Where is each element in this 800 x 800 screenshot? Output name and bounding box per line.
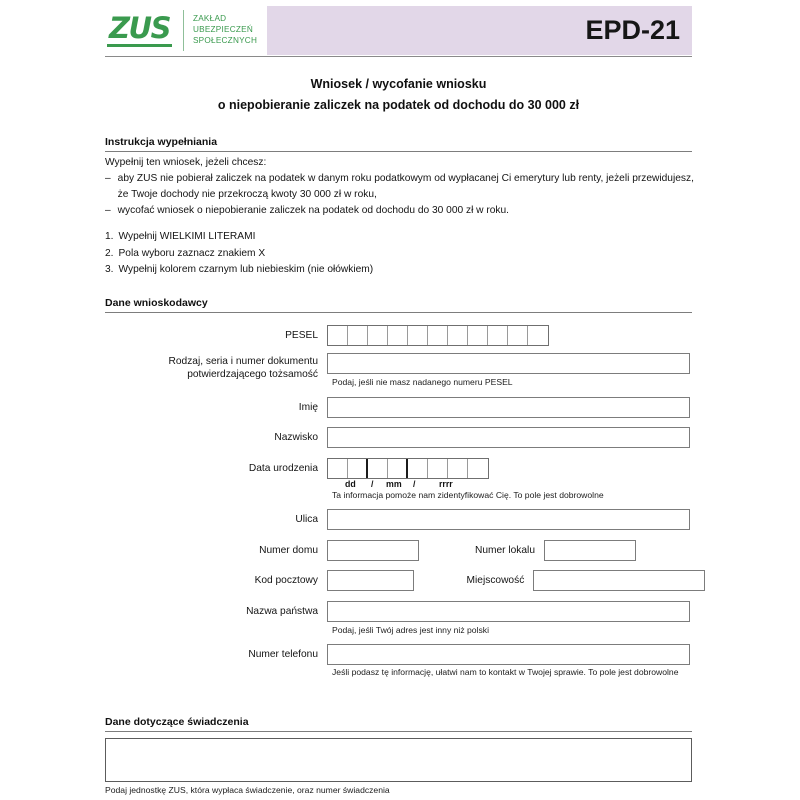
list-item-number: 1. bbox=[105, 231, 114, 243]
field-row-phone bbox=[105, 644, 705, 666]
country-label: Nazwa państwa bbox=[246, 606, 318, 617]
pesel-cell[interactable] bbox=[368, 326, 388, 345]
birth-date-cell-yyyy[interactable] bbox=[428, 459, 448, 478]
id-document-input[interactable] bbox=[327, 353, 690, 374]
pesel-cell[interactable] bbox=[468, 326, 488, 345]
zus-logo-line-3: SPOŁECZNYCH bbox=[192, 35, 258, 45]
list-item bbox=[105, 246, 705, 262]
pesel-cell[interactable] bbox=[448, 326, 468, 345]
city-label: Miejscowość bbox=[466, 575, 525, 586]
pesel-label: PESEL bbox=[285, 330, 318, 341]
last-name-input[interactable] bbox=[327, 427, 690, 448]
list-item bbox=[105, 229, 705, 245]
first-name-input[interactable] bbox=[327, 397, 690, 418]
birth-date-label: Data urodzenia bbox=[248, 463, 318, 474]
birth-date-legend-slash-1: / bbox=[371, 479, 374, 489]
last-name-label: Nazwisko bbox=[274, 432, 318, 443]
zus-logo-line-1: ZAKŁAD bbox=[192, 14, 227, 24]
birth-date-legend-dd: dd bbox=[345, 479, 356, 489]
pesel-cell[interactable] bbox=[428, 326, 448, 345]
pesel-cell[interactable] bbox=[488, 326, 508, 345]
birth-date-hint: Ta informacja pomoże nam zidentyfikować Cię. To pole jest dobrowolne bbox=[332, 490, 604, 500]
birth-date-cell-yyyy[interactable] bbox=[408, 459, 428, 478]
pesel-cell[interactable] bbox=[328, 326, 348, 345]
field-row-street bbox=[105, 509, 705, 531]
field-row-pesel bbox=[105, 325, 705, 347]
instruction-bullet bbox=[105, 171, 705, 203]
zus-logo-mark: ZUS bbox=[109, 11, 170, 45]
birth-date-cell-mm[interactable] bbox=[388, 459, 408, 478]
house-number-label: Numer domu bbox=[259, 545, 318, 556]
zus-logo bbox=[105, 6, 267, 55]
pesel-cell[interactable] bbox=[348, 326, 368, 345]
postcode-input[interactable] bbox=[327, 570, 414, 591]
page-title-line-1: Wniosek / wycofanie wniosku bbox=[310, 77, 487, 91]
form-code-band bbox=[267, 6, 692, 55]
benefit-details-input[interactable] bbox=[105, 738, 692, 782]
field-row-first-name bbox=[105, 397, 705, 419]
flat-number-label: Numer lokalu bbox=[474, 545, 535, 556]
birth-date-legend-slash-2: / bbox=[413, 479, 416, 489]
phone-label: Numer telefonu bbox=[248, 649, 318, 660]
list-item-text: Wypełnij kolorem czarnym lub niebieskim (nie ołówkiem) bbox=[118, 263, 374, 275]
flat-number-input[interactable] bbox=[544, 540, 636, 561]
instructions-numbered-list bbox=[105, 229, 705, 277]
list-item-number: 2. bbox=[105, 247, 114, 259]
birth-date-legend-rrrr: rrrr bbox=[439, 479, 453, 489]
instructions-body bbox=[105, 155, 705, 278]
section-heading-instructions: Instrukcja wypełniania bbox=[105, 136, 692, 152]
benefit-hint: Podaj jednostkę ZUS, która wypłaca świadczenie, oraz numer świadczenia bbox=[105, 785, 390, 795]
city-input[interactable] bbox=[533, 570, 705, 591]
street-input[interactable] bbox=[327, 509, 690, 530]
postcode-label: Kod pocztowy bbox=[254, 575, 318, 586]
form-code: EPD-21 bbox=[585, 15, 680, 45]
phone-input[interactable] bbox=[327, 644, 690, 665]
phone-hint: Jeśli podasz tę informację, ułatwi nam to kontakt w Twojej sprawie. To pole jest dobrowolne bbox=[332, 667, 679, 677]
birth-date-legend bbox=[332, 479, 532, 490]
list-item bbox=[105, 262, 705, 278]
list-item-text: Pola wyboru zaznacz znakiem X bbox=[118, 247, 266, 259]
pesel-cell[interactable] bbox=[408, 326, 428, 345]
pesel-cell[interactable] bbox=[388, 326, 408, 345]
birth-date-cell-dd[interactable] bbox=[328, 459, 348, 478]
pesel-input[interactable] bbox=[327, 325, 549, 346]
field-row-last-name bbox=[105, 427, 705, 449]
header-divider bbox=[105, 56, 692, 57]
field-row-house-flat bbox=[105, 540, 705, 562]
birth-date-cell-yyyy[interactable] bbox=[468, 459, 488, 478]
birth-date-input[interactable] bbox=[327, 458, 489, 479]
field-row-birth-date bbox=[105, 458, 705, 480]
list-item-number: 3. bbox=[105, 263, 114, 275]
page-title-line-2: o niepobieranie zaliczek na podatek od dochodu do 30 000 zł bbox=[217, 98, 580, 112]
instruction-bullet bbox=[105, 203, 705, 219]
birth-date-cell-mm[interactable] bbox=[368, 459, 388, 478]
first-name-label: Imię bbox=[298, 402, 318, 413]
section-heading-benefit: Dane dotyczące świadczenia bbox=[105, 716, 692, 732]
zus-logo-line-2: UBEZPIECZEŃ bbox=[192, 25, 254, 35]
page-title bbox=[105, 74, 692, 116]
country-hint: Podaj, jeśli Twój adres jest inny niż polski bbox=[332, 625, 489, 635]
country-input[interactable] bbox=[327, 601, 690, 622]
street-label: Ulica bbox=[295, 514, 318, 525]
instruction-bullet-text: aby ZUS nie pobierał zaliczek na podatek w danym roku podatkowym od wypłacanej Ci emerytury lub renty, jeżeli przewidujesz, że Twoje dochody nie przekroczą kwoty 30 000 zł w roku, bbox=[117, 173, 694, 201]
page-header bbox=[105, 6, 692, 55]
birth-date-cell-yyyy[interactable] bbox=[448, 459, 468, 478]
instruction-bullet-text: wycofać wniosek o niepobieranie zaliczek na podatek od dochodu do 30 000 zł w roku. bbox=[117, 205, 510, 217]
logo-divider bbox=[183, 10, 184, 51]
birth-date-legend-mm: mm bbox=[386, 479, 402, 489]
section-heading-applicant: Dane wnioskodawcy bbox=[105, 297, 692, 313]
zus-logo-text bbox=[193, 14, 257, 47]
id-document-label-line-1: Rodzaj, seria i numer dokumentu bbox=[168, 356, 318, 367]
house-number-input[interactable] bbox=[327, 540, 419, 561]
pesel-cell[interactable] bbox=[508, 326, 528, 345]
instructions-lead: Wypełnij ten wniosek, jeżeli chcesz: bbox=[105, 157, 267, 168]
dash-marker: – bbox=[105, 173, 111, 185]
list-item-text: Wypełnij WIELKIMI LITERAMI bbox=[118, 231, 256, 243]
birth-date-cell-dd[interactable] bbox=[348, 459, 368, 478]
pesel-cell[interactable] bbox=[528, 326, 548, 345]
dash-marker: – bbox=[105, 205, 111, 217]
field-row-postcode-city bbox=[105, 570, 705, 592]
id-document-label bbox=[105, 353, 327, 381]
id-document-hint: Podaj, jeśli nie masz nadanego numeru PESEL bbox=[332, 377, 513, 387]
field-row-country bbox=[105, 601, 705, 623]
id-document-label-line-2: potwierdzającego tożsamość bbox=[187, 369, 318, 381]
